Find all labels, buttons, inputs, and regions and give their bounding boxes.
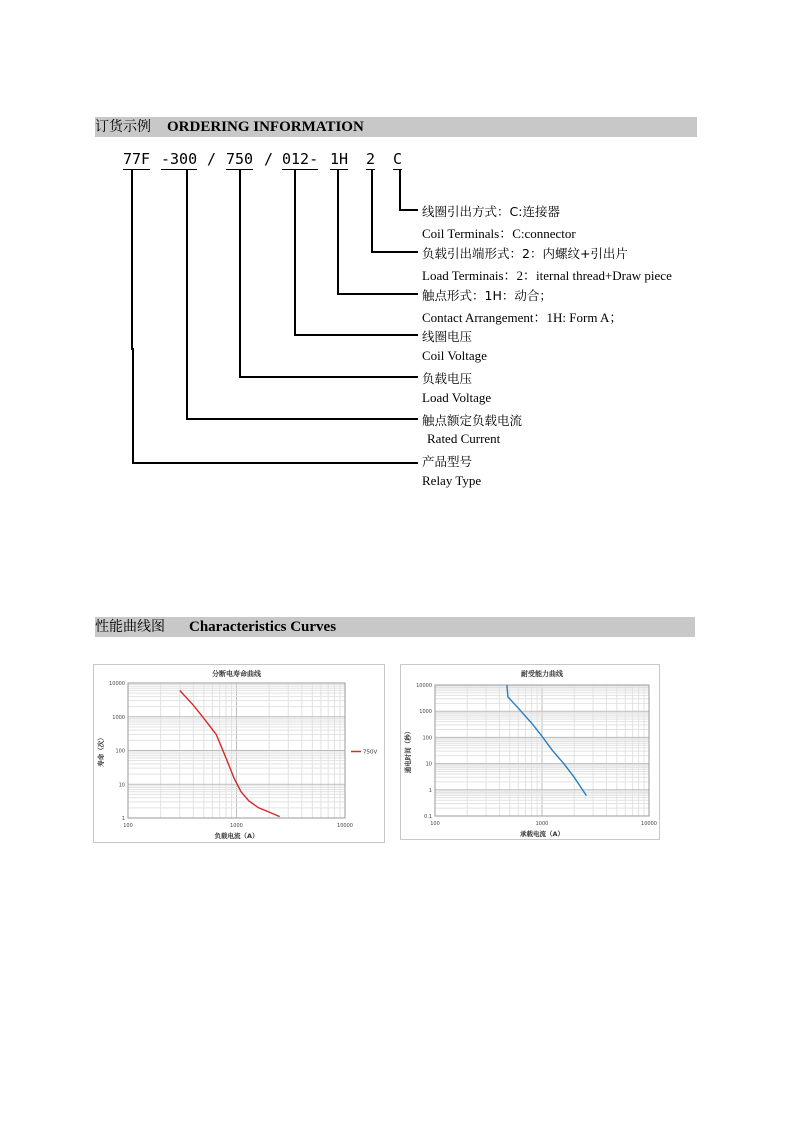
label-load-terminals-cn: 负载引出端形式：2：内螺纹+引出片 xyxy=(422,246,628,261)
code-separator-1: / xyxy=(207,150,217,168)
legend-label: 750V xyxy=(363,749,378,756)
y-tick-label: 1 xyxy=(121,816,125,822)
characteristics-title-en: Characteristics Curves xyxy=(189,619,337,635)
x-axis-label: 负载电流（A） xyxy=(214,832,259,840)
characteristics-section-header xyxy=(95,617,695,637)
label-coil-terminals-cn: 线圈引出方式：C:连接器 xyxy=(422,204,560,219)
y-tick-label: 1000 xyxy=(419,709,432,716)
chart-withstand-capacity xyxy=(400,664,660,840)
code-coil-terminals: C xyxy=(393,150,403,168)
x-tick-label: 1000 xyxy=(230,823,243,829)
x-tick-label: 10000 xyxy=(641,821,657,827)
y-tick-label: 10000 xyxy=(416,683,432,689)
y-tick-label: 1 xyxy=(428,787,432,794)
x-tick-label: 10000 xyxy=(337,823,353,829)
ordering-title-cn: 订货示例 xyxy=(95,119,151,135)
code-coil-voltage: 012- xyxy=(282,150,319,168)
y-tick-label: 100 xyxy=(115,748,125,755)
y-tick-label: 100 xyxy=(422,735,432,742)
chart-breaking-life-svg xyxy=(94,665,384,842)
code-relay-type: 77F xyxy=(123,150,151,168)
chart-title: 分断电寿命曲线 xyxy=(212,670,261,678)
code-load-voltage: 750 xyxy=(226,150,254,168)
x-tick-label: 100 xyxy=(430,821,440,827)
x-tick-label: 100 xyxy=(123,823,133,829)
label-load-voltage-en: Load Voltage xyxy=(422,390,492,405)
label-relay-type-cn: 产品型号 xyxy=(422,454,473,469)
chart-title: 耐受能力曲线 xyxy=(521,670,563,678)
chart-breaking-life xyxy=(93,664,385,843)
y-axis-label: 通电时间（秒） xyxy=(404,727,412,774)
y-axis-label: 寿命（次） xyxy=(97,734,105,767)
label-relay-type-en: Relay Type xyxy=(422,473,482,488)
chart-withstand-capacity-svg xyxy=(401,665,659,839)
label-load-terminals-en: Load Terminais：2：iternal thread+Draw piece xyxy=(422,268,672,283)
y-tick-label: 0.1 xyxy=(424,814,432,820)
label-contact-arrangement-en: Contact Arrangement：1H: Form A； xyxy=(422,310,623,325)
label-coil-terminals-en: Coil Terminals：C:connector xyxy=(422,226,576,241)
label-coil-voltage-en: Coil Voltage xyxy=(422,348,487,363)
code-separator-2: / xyxy=(264,150,274,168)
y-tick-label: 1000 xyxy=(112,714,125,721)
y-tick-label: 10 xyxy=(118,782,125,789)
y-tick-label: 10 xyxy=(425,761,432,768)
chart-grid xyxy=(435,685,649,816)
label-load-voltage-cn: 负载电压 xyxy=(422,371,473,386)
chart-grid xyxy=(128,683,345,818)
ordering-title-en: ORDERING INFORMATION xyxy=(167,119,364,135)
code-rated-current: -300 xyxy=(161,150,198,168)
characteristics-title-cn: 性能曲线图 xyxy=(95,619,165,635)
code-contact-arrangement: 1H xyxy=(330,150,349,168)
label-rated-current-en: Rated Current xyxy=(427,431,501,446)
label-rated-current-cn: 触点额定负载电流 xyxy=(422,413,523,428)
label-coil-voltage-cn: 线圈电压 xyxy=(422,329,473,344)
label-contact-arrangement-cn: 触点形式：1H：动合； xyxy=(422,288,552,303)
code-load-terminals: 2 xyxy=(366,150,376,168)
x-axis-label: 承载电流（A） xyxy=(519,830,565,838)
y-tick-label: 10000 xyxy=(109,681,125,687)
x-tick-label: 1000 xyxy=(535,821,549,827)
